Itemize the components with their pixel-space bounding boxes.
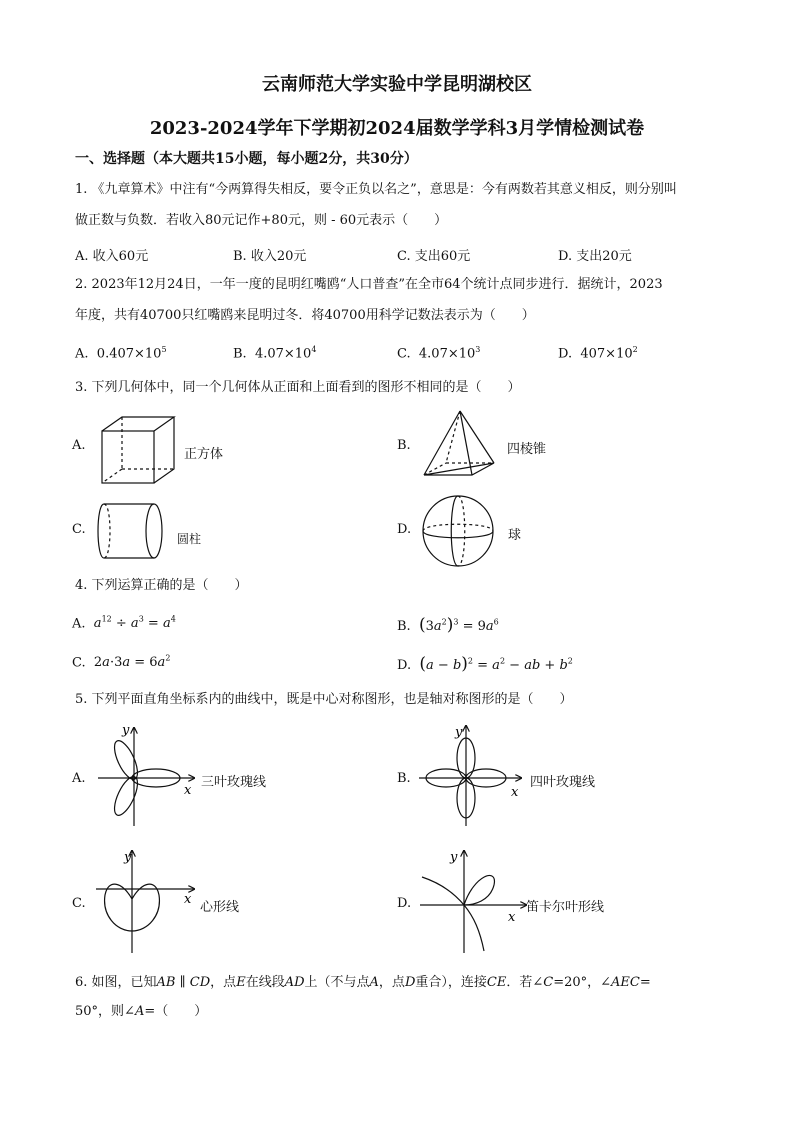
q4-option-a[interactable]: A. $a^{12} \div a^3 = a^4$ [72, 615, 176, 632]
q5-option-a-letter[interactable]: A. [72, 771, 86, 786]
exam-school-title: 云南师范大学实验中学昆明湖校区 [262, 74, 532, 95]
q2-option-b[interactable]: B. $4.07\times 10^4$ [233, 345, 317, 362]
q5-stem: 5. 下列平面直角坐标系内的曲线中，既是中心对称图形，也是轴对称图形的是（ ） [75, 692, 573, 707]
q4-option-d[interactable]: D. $(a - b)^2 = a^2$ − ab + $b^2$ [397, 654, 573, 674]
section-heading: 一、选择题（本大题共15小题，每小题2分，共30分） [75, 151, 418, 167]
q2-option-d[interactable]: D. $407\times 10^2$ [558, 345, 638, 362]
q5-option-d-letter[interactable]: D. [397, 896, 412, 911]
q2-stem-line2: 年度，共有40700只红嘴鸥来昆明过冬．将40700用科学记数法表示为（ ） [75, 308, 535, 323]
q4-option-d-formula: $(a - b)^2 = a^2$ − ab + $b^2$ [419, 654, 573, 674]
q5-option-b-name: 四叶玫瑰线 [530, 775, 596, 790]
q1-option-a[interactable]: A. 收入60元 [75, 249, 149, 264]
q3-option-a-name: 正方体 [184, 447, 224, 462]
exam-title: 2023-2024学年下学期初2024届数学学科3月学情检测试卷 [149, 118, 645, 139]
q1-option-c[interactable]: C. 支出60元 [397, 249, 471, 264]
q1-option-b[interactable]: B. 收入20元 [233, 249, 307, 264]
q2-option-a[interactable]: A. $0.407\times 10^5$ [75, 345, 167, 362]
q5-option-a-name: 三叶玫瑰线 [201, 775, 267, 790]
q5-option-c-letter[interactable]: C. [72, 896, 86, 911]
q3-option-b-letter[interactable]: B. [397, 438, 411, 453]
q3-stem: 3. 下列几何体中，同一个几何体从正面和上面看到的图形不相同的是（ ） [75, 380, 521, 395]
q4-option-b-formula: $(3a^2)^3 = 9a^6$ [418, 615, 499, 635]
q3-option-d-letter[interactable]: D. [397, 522, 412, 537]
cube-figure [98, 413, 180, 488]
three-leaf-rose-figure [92, 720, 202, 830]
q6-stem-line2: 50°，则∠A=（ ） [75, 1004, 208, 1019]
cardioid-figure [92, 845, 202, 957]
q4-option-a-formula: $a^{12} \div a^3 = a^4$ [93, 615, 176, 632]
q1-option-d[interactable]: D. 支出20元 [558, 249, 632, 264]
q6-stem-line1: 6. 如图，已知AB ∥ CD，点E在线段AD上（不与点A，点D重合），连接CE．若∠C=20°，∠AEC= [75, 975, 651, 990]
q3-option-c-letter[interactable]: C. [72, 522, 86, 537]
q2-option-c[interactable]: C. $4.07\times 10^3$ [397, 345, 481, 362]
q5-option-b-letter[interactable]: B. [397, 771, 411, 786]
cylinder-figure [94, 500, 170, 562]
four-leaf-rose-figure [415, 720, 527, 830]
x-axis-label: x [184, 892, 192, 907]
y-axis-label: y [124, 850, 132, 865]
y-axis-label: y [122, 723, 130, 738]
x-axis-label: x [184, 783, 192, 798]
q4-option-b[interactable]: B. $(3a^2)^3 = 9a^6$ [397, 615, 499, 635]
y-axis-label: y [450, 850, 458, 865]
q1-stem-line1: 1. 《九章算术》中注有“今两算得失相反，要令正负以名之”，意思是：今有两数若其意义相反，则分别叫 [75, 182, 677, 197]
pyramid-figure [420, 407, 498, 485]
q4-stem: 4. 下列运算正确的是（ ） [75, 578, 248, 593]
q3-option-d-name: 球 [508, 528, 522, 543]
q1-stem-line2: 做正数与负数．若收入80元记作+80元，则 - 60元表示（ ） [75, 213, 448, 228]
q4-option-c-formula: $2a\cdot 3a = 6a^2$ [93, 654, 171, 671]
x-axis-label: x [511, 785, 519, 800]
q3-option-b-name: 四棱锥 [507, 442, 547, 457]
folium-of-descartes-figure [418, 845, 530, 957]
q3-option-a-letter[interactable]: A. [72, 438, 86, 453]
q2-stem-line1: 2. 2023年12月24日，一年一度的昆明红嘴鸥“人口普查”在全市64个统计点同步进行．据统计，2023 [75, 277, 663, 292]
q4-option-c[interactable]: C. $2a\cdot 3a = 6a^2$ [72, 654, 171, 671]
q3-option-c-name: 圆柱 [177, 532, 202, 546]
x-axis-label: x [508, 910, 516, 925]
q5-option-c-name: 心形线 [200, 900, 240, 915]
q5-option-d-name: 笛卡尔叶形线 [526, 900, 605, 915]
y-axis-label: y [455, 725, 463, 740]
sphere-figure [420, 493, 496, 569]
